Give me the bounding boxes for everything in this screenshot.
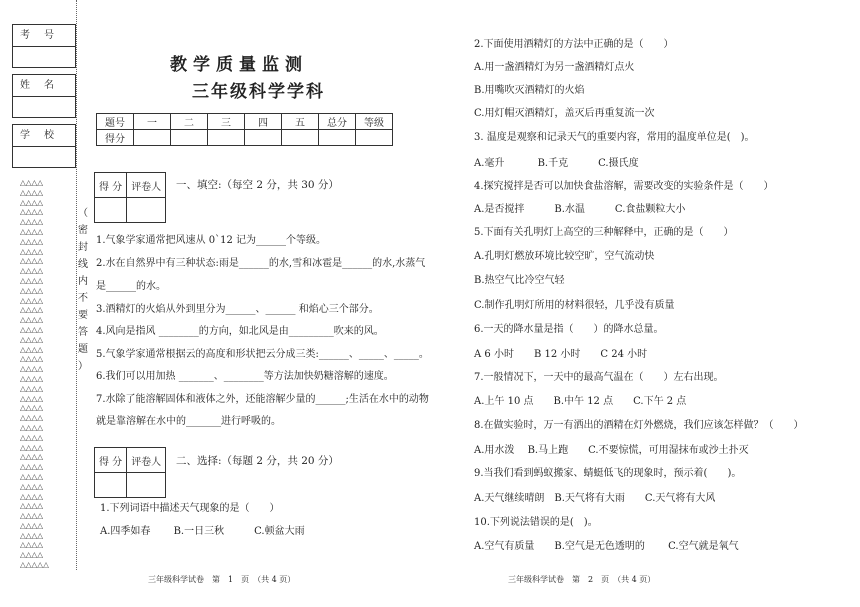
- grader-cell[interactable]: [127, 473, 166, 498]
- question-line: 4.探究搅拌是否可以加快食盐溶解，需要改变的实验条件是（ ）: [474, 181, 774, 192]
- seal-char: ）: [78, 361, 88, 372]
- question-line: A.用一盏酒精灯为另一盏酒精灯点火: [474, 62, 635, 73]
- question-line: 1.气象学家通常把风速从 0`12 记为______个等级。: [96, 235, 326, 246]
- seal-char: 题: [78, 344, 88, 355]
- question-line: 6.一天的降水量是指（ ）的降水总量。: [474, 324, 664, 335]
- question-line: A.天气继续晴朗 B.天气将有大雨 C.天气将有大风: [474, 493, 716, 504]
- score-header: 一: [134, 114, 171, 130]
- score-header: 题号: [97, 114, 134, 130]
- seal-char: 线: [78, 259, 88, 270]
- score-cell[interactable]: [245, 130, 282, 146]
- score-cell[interactable]: [282, 130, 319, 146]
- score-header: 二: [171, 114, 208, 130]
- seal-char: 要: [78, 310, 88, 321]
- score-cell[interactable]: [356, 130, 393, 146]
- seal-char: （: [78, 208, 88, 219]
- grader-label: 评卷人: [127, 173, 166, 198]
- score-cell[interactable]: [134, 130, 171, 146]
- question-line: A.空气有质量 B.空气是无色透明的 C.空气就是氧气: [474, 541, 739, 552]
- question-line: 10.下列说法错误的是( )。: [474, 517, 598, 528]
- seal-char: 内: [78, 276, 88, 287]
- question-line: A 6 小时 B 12 小时 C 24 小时: [474, 349, 648, 360]
- exam-no-box: [12, 24, 76, 68]
- page-footer-right: 三年级科学试卷 第 2 页 （共 4 页）: [508, 575, 656, 584]
- seal-char: 密: [78, 225, 88, 236]
- question-line: 7.水除了能溶解固体和液体之外，还能溶解少量的______;生活在水中的动物: [96, 394, 429, 405]
- question-line: 7.一般情况下，一天中的最高气温在（ ）左右出现。: [474, 372, 724, 383]
- triangle-pattern: △△△△ △△△△ △△△△ △△△△ △△△△ △△△△ △△△△ △△△△ △△△△ △△△△ △△△△ △△△△ △△△△ △△△△ △△△△ △△△△ △△△△ △△△△ △△△△ △△△△ △△△△ △△△△ △△△△ △△△△ △△△△ △△△△ △△△△ △△△△ △△△△ △△△△ △△△△ △△△△ △△△△ △△△△ △△△△ △△△△ △△△△ △△△△ △△△△ △△△△△: [20, 178, 49, 570]
- score-row-label: 得分: [97, 130, 134, 146]
- question-line: 9.当我们看到蚂蚁搬家、蜻蜓低飞的现象时，预示着( )。: [474, 468, 742, 479]
- question-line: 2.水在自然界中有三种状态:雨是______的水,雪和冰雹是______的水,水蒸气: [96, 258, 426, 269]
- question-line: 就是靠溶解在水中的_______进行呼吸的。: [96, 416, 281, 427]
- question-line: A.四季如春 B.一日三秋 C.顿盆大雨: [100, 526, 305, 537]
- exam-no-label: 考号: [13, 25, 75, 47]
- grade-label: 得 分: [95, 448, 127, 473]
- score-header: 等级: [356, 114, 393, 130]
- name-box: [12, 74, 76, 118]
- section2-title: 二、选择:（每题 2 分，共 20 分）: [176, 455, 339, 467]
- page-footer-left: 三年级科学试卷 第 1 页 （共 4 页）: [148, 575, 296, 584]
- question-line: A.用水泼 B.马上跑 C.不要惊慌，可用湿抹布或沙土扑灭: [474, 445, 749, 456]
- question-line: B.热空气比冷空气轻: [474, 275, 565, 286]
- question-line: 2.下面使用酒精灯的方法中正确的是（ ）: [474, 39, 674, 50]
- page-subtitle: 三年级科学学科: [192, 82, 325, 102]
- seal-char: 不: [78, 293, 88, 304]
- question-line: B.用嘴吹灭酒精灯的火焰: [474, 85, 585, 96]
- grader-label: 评卷人: [127, 448, 166, 473]
- question-line: 5.气象学家通常根据云的高度和形状把云分成三类:______、_____、_____。: [96, 349, 429, 360]
- question-line: C.制作孔明灯所用的材料很轻，几乎没有质量: [474, 300, 675, 311]
- score-header: 三: [208, 114, 245, 130]
- grade-cell[interactable]: [95, 473, 127, 498]
- question-line: A.孔明灯燃放环境比较空旷，空气流动快: [474, 251, 655, 262]
- question-line: 3. 温度是观察和记录天气的重要内容，常用的温度单位是( )。: [474, 132, 755, 143]
- score-cell[interactable]: [319, 130, 356, 146]
- section1-title: 一、填空:（每空 2 分，共 30 分）: [176, 179, 339, 191]
- question-line: A.上午 10 点 B.中午 12 点 C.下午 2 点: [474, 396, 687, 407]
- score-header: 总分: [319, 114, 356, 130]
- question-line: 8.在做实验时，万一有洒出的酒精在灯外燃烧，我们应该怎样做？（ ）: [474, 420, 804, 431]
- score-header: 四: [245, 114, 282, 130]
- score-table: [96, 113, 393, 146]
- score-cell[interactable]: [208, 130, 245, 146]
- name-label: 姓名: [13, 75, 75, 97]
- grade-label: 得 分: [95, 173, 127, 198]
- page-title: 教学质量监测: [170, 55, 308, 75]
- seal-char: 答: [78, 327, 88, 338]
- question-line: C.用灯帽灭酒精灯，盖灭后再重复流一次: [474, 108, 655, 119]
- score-header: 五: [282, 114, 319, 130]
- question-line: A.毫升 B.千克 C.摄氏度: [474, 158, 639, 169]
- grade-cell[interactable]: [95, 198, 127, 223]
- score-cell[interactable]: [171, 130, 208, 146]
- section1-grade-box: [94, 172, 166, 223]
- question-line: 1.下列词语中描述天气现象的是（ ）: [100, 503, 280, 514]
- school-field[interactable]: [13, 147, 75, 167]
- question-line: 是______的水。: [96, 281, 166, 292]
- school-box: [12, 124, 76, 168]
- school-label: 学校: [13, 125, 75, 147]
- name-field[interactable]: [13, 97, 75, 117]
- grader-cell[interactable]: [127, 198, 166, 223]
- question-line: 4.风向是指风 ________的方向，如北风是由_________吹来的风。: [96, 326, 384, 337]
- seal-text: [76, 205, 90, 375]
- question-line: A.是否搅拌 B.水温 C.食盐颗粒大小: [474, 204, 686, 215]
- question-line: 6.我们可以用加热 _______、________等方法加快奶糖溶解的速度。: [96, 371, 394, 382]
- question-line: 5.下面有关孔明灯上高空的三种解释中，正确的是（ ）: [474, 227, 734, 238]
- seal-char: 封: [78, 242, 88, 253]
- section2-grade-box: [94, 447, 166, 498]
- question-line: 3.酒精灯的火焰从外到里分为______、______ 和焰心三个部分。: [96, 304, 379, 315]
- exam-no-field[interactable]: [13, 47, 75, 67]
